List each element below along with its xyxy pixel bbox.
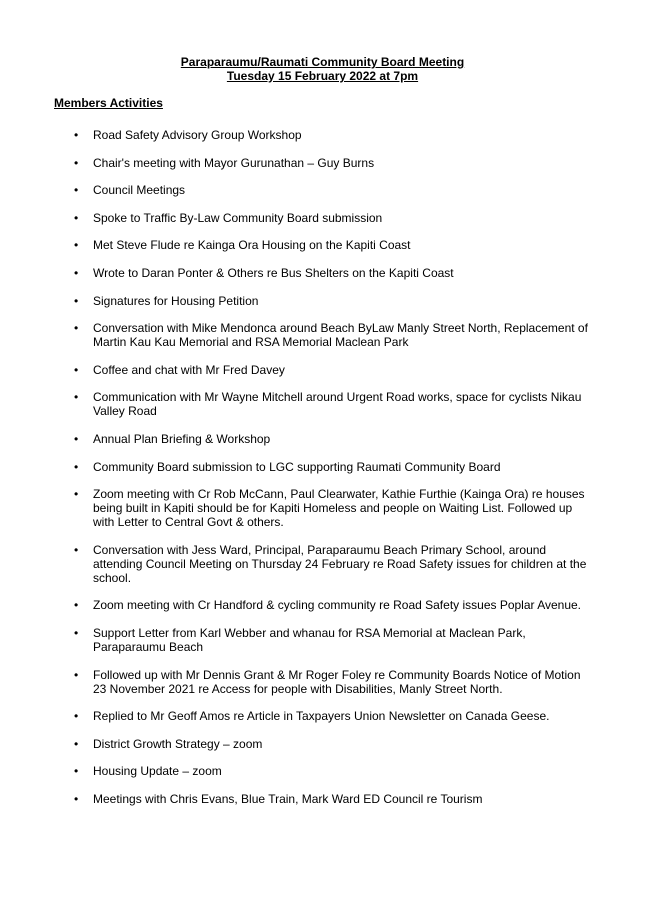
list-item-text: Chair's meeting with Mayor Gurunathan – Guy Burns bbox=[93, 155, 375, 170]
bullet-icon: • bbox=[74, 390, 79, 405]
list-item bbox=[0, 390, 645, 418]
list-item-text: Zoom meeting with Cr Rob McCann, Paul Clearwater, Kathie Furthie (Kainga Ora) re houses being built in Kapiti should be for Kapiti Homeless and people on Waiting List. Followed up with Letter to Central Govt & others. bbox=[93, 487, 585, 530]
list-item-text: Road Safety Advisory Group Workshop bbox=[93, 128, 302, 142]
list-item-text: Community Board submission to LGC supporting Raumati Community Board bbox=[93, 459, 501, 474]
list-item-text: Conversation with Mike Mendonca around Beach ByLaw Manly Street North, Replacement of Martin Kau Kau Memorial and RSA Memorial Maclean Park bbox=[93, 321, 588, 350]
list-item-text: Communication with Mr Wayne Mitchell around Urgent Road works, space for cyclists Nikau Valley Road bbox=[93, 390, 582, 419]
list-item bbox=[0, 460, 645, 474]
bullet-icon: • bbox=[74, 183, 79, 198]
list-item bbox=[0, 238, 645, 252]
bullet-icon: • bbox=[74, 238, 79, 253]
bullet-icon: • bbox=[74, 542, 79, 557]
list-item-text: Meetings with Chris Evans, Blue Train, Mark Ward ED Council re Tourism bbox=[93, 791, 483, 806]
list-item-text: Replied to Mr Geoff Amos re Article in Taxpayers Union Newsletter on Canada Geese. bbox=[93, 709, 550, 724]
list-item-text: Housing Update – zoom bbox=[93, 764, 222, 779]
list-item bbox=[0, 128, 645, 142]
bullet-icon: • bbox=[74, 265, 79, 280]
bullet-icon: • bbox=[74, 709, 79, 724]
list-item-text: Council Meetings bbox=[93, 183, 186, 198]
bullet-icon: • bbox=[74, 431, 79, 446]
bullet-icon: • bbox=[74, 598, 79, 613]
list-item bbox=[0, 363, 645, 377]
activity-list bbox=[0, 128, 645, 819]
list-item bbox=[0, 598, 645, 612]
title-line-2: Tuesday 15 February 2022 at 7pm bbox=[226, 69, 419, 83]
list-item bbox=[0, 792, 645, 806]
list-item bbox=[0, 487, 645, 529]
list-item bbox=[0, 626, 645, 654]
list-item bbox=[0, 432, 645, 446]
list-item-text: Annual Plan Briefing & Workshop bbox=[93, 431, 271, 446]
bullet-icon: • bbox=[74, 791, 79, 806]
bullet-icon: • bbox=[74, 764, 79, 779]
bullet-icon: • bbox=[74, 210, 79, 225]
list-item bbox=[0, 156, 645, 170]
list-item-text: Signatures for Housing Petition bbox=[93, 293, 259, 308]
list-item bbox=[0, 321, 645, 349]
bullet-icon: • bbox=[74, 736, 79, 751]
section-heading: Members Activities bbox=[54, 96, 163, 110]
bullet-icon: • bbox=[74, 487, 79, 502]
list-item bbox=[0, 709, 645, 723]
list-item-text: District Growth Strategy – zoom bbox=[93, 736, 263, 751]
list-item bbox=[0, 183, 645, 197]
list-item-text: Wrote to Daran Ponter & Others re Bus Shelters on the Kapiti Coast bbox=[93, 265, 454, 280]
list-item bbox=[0, 266, 645, 280]
list-item bbox=[0, 764, 645, 778]
bullet-icon: • bbox=[74, 625, 79, 640]
list-item-text: Coffee and chat with Mr Fred Davey bbox=[93, 362, 285, 377]
list-item-text: Spoke to Traffic By-Law Community Board submission bbox=[93, 210, 383, 225]
list-item-text: Support Letter from Karl Webber and whanau for RSA Memorial at Maclean Park, Paraparaumu Beach bbox=[93, 625, 526, 654]
bullet-icon: • bbox=[74, 459, 79, 474]
list-item bbox=[0, 737, 645, 751]
list-item bbox=[0, 668, 645, 696]
list-item bbox=[0, 211, 645, 225]
list-item bbox=[0, 543, 645, 585]
list-item-text: Zoom meeting with Cr Handford & cycling community re Road Safety issues Poplar Avenue. bbox=[93, 598, 582, 613]
bullet-icon: • bbox=[74, 128, 79, 142]
title-line-1: Paraparaumu/Raumati Community Board Meeting bbox=[180, 55, 465, 69]
document-title bbox=[0, 55, 645, 83]
list-item-text: Met Steve Flude re Kainga Ora Housing on the Kapiti Coast bbox=[93, 238, 411, 253]
bullet-icon: • bbox=[74, 293, 79, 308]
bullet-icon: • bbox=[74, 362, 79, 377]
list-item-text: Followed up with Mr Dennis Grant & Mr Roger Foley re Community Boards Notice of Motion 23 November 2021 re Access for people with Disabilities, Manly Street North. bbox=[93, 667, 581, 696]
bullet-icon: • bbox=[74, 667, 79, 682]
list-item bbox=[0, 294, 645, 308]
bullet-icon: • bbox=[74, 321, 79, 336]
list-item-text: Conversation with Jess Ward, Principal, Paraparaumu Beach Primary School, around attending Council Meeting on Thursday 24 February re Road Safety issues for children at the school. bbox=[93, 542, 587, 585]
bullet-icon: • bbox=[74, 155, 79, 170]
